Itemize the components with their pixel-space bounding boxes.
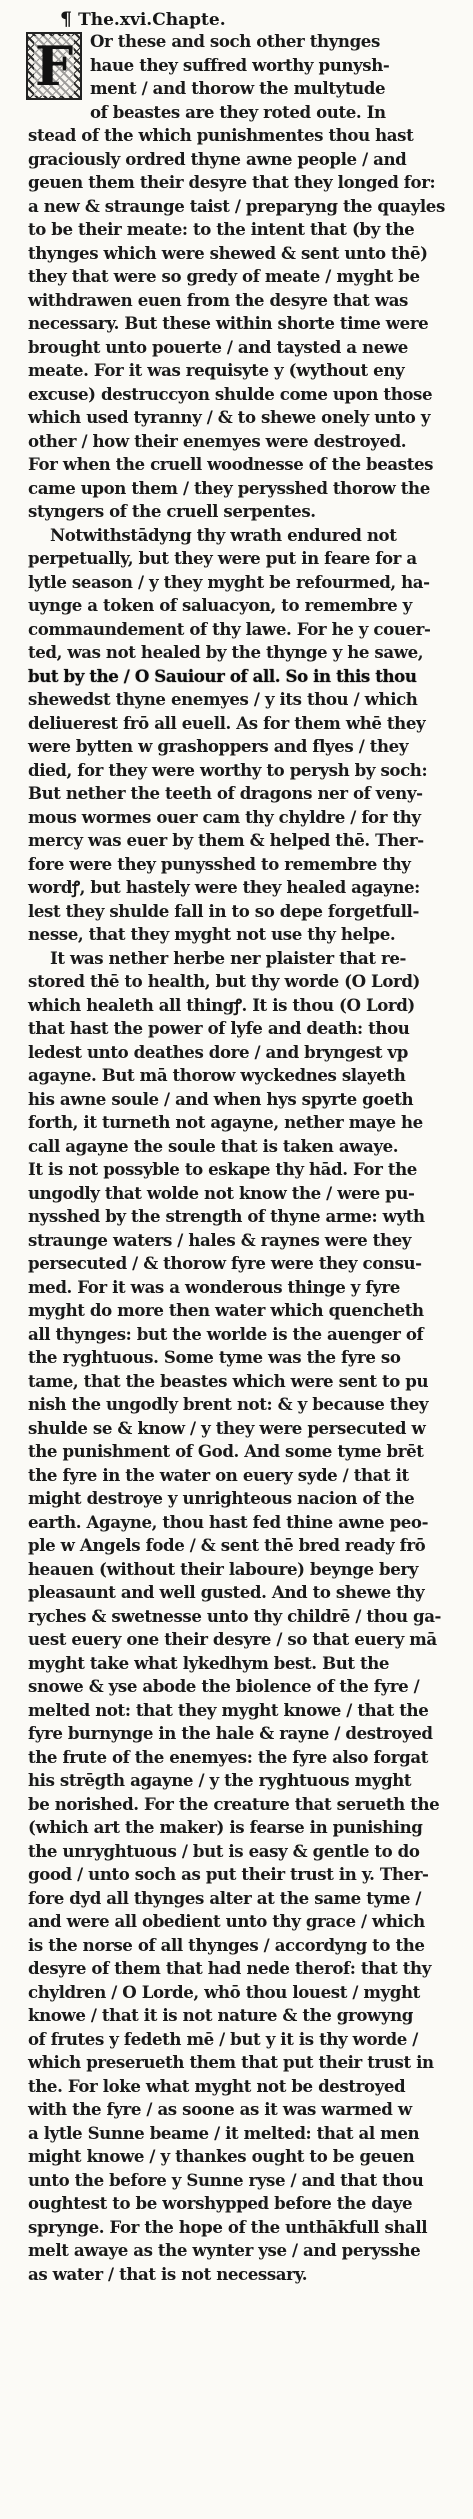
text-line: ledest unto deathes dore / and bryngest vp (28, 1041, 408, 1062)
text-line: melt awaye as the wynter yse / and perysshe (28, 2240, 421, 2260)
text-line: geuen them their desyre that they longed for: (28, 172, 436, 192)
text-line: might destroye y unrighteous nacion of the (28, 1488, 415, 1508)
text-line: the ryghtuous. Some tyme was the fyre so (28, 1347, 401, 1367)
text-line: which used tyranny / & to shewe onely unto y (28, 407, 431, 427)
text-line: ryches & swetnesse unto thy childrē / thou ga- (28, 1605, 442, 1626)
text-line: desyre of them that had nede therof: that thy (28, 1958, 431, 1978)
text-line: they that were so gredy of meate / myght be (28, 266, 420, 286)
text-line: For when the cruell woodnesse of the beastes (28, 454, 434, 474)
text-line: his strēgth agayne / y the ryghtuous myght (28, 1770, 412, 1790)
text-line: tame, that the beastes which were sent to pu (28, 1370, 429, 1391)
text-line: call agayne the soule that is taken awaye. (28, 1135, 399, 1156)
text-line: knowe / that it is not nature & the growyng (28, 2005, 414, 2025)
text-line: graciously ordred thyne awne people / and (28, 148, 407, 169)
text-line: withdrawen euen from the desyre that was (28, 289, 408, 310)
text-line (28, 2310, 433, 2334)
text-line: oughtest to be worshypped before the daye (28, 2193, 413, 2213)
text-line: stead of the which punishmentes thou hast (28, 125, 414, 145)
text-line: nysshed by the strength of thyne arme: wyth (28, 1206, 425, 1226)
body-text (28, 30, 445, 2404)
text-line: fore dyd all thynges alter at the same tyme / (28, 1887, 422, 1908)
text-line: It was nether herbe ner plaister that re- (50, 947, 406, 968)
text-line: persecuted / & thorow fyre were they consu- (28, 1253, 422, 1273)
text-line: which healeth all thingꝭ. It is thou (O Lord) (28, 994, 415, 1015)
text-line: wordꝭ, but hastely were they healed agayne: (28, 877, 420, 897)
text-line: of frutes y fedeth mē / but y it is thy worde / (28, 2028, 418, 2049)
text-line: (which art the maker) is fearse in punishing (28, 1817, 423, 1837)
text-line: excuse) destruccyon shulde come upon those (28, 383, 433, 404)
text-line: med. For it was a wonderous thinge y fyre (28, 1276, 400, 1297)
text-line: sprynge. For the hope of the unthākfull shall (28, 2216, 428, 2237)
text-line: brought unto pouerte / and taysted a newe (28, 336, 408, 357)
text-line: ungodly that wolde not know the / were pu- (28, 1182, 415, 1203)
chapter-title: The.xvi.Chapte. (78, 10, 226, 30)
chapter-heading (60, 8, 226, 30)
text-line: be norished. For the creature that serueth the (28, 1793, 440, 1814)
text-line: commaundement of thy lawe. For he y couer- (28, 618, 431, 639)
text-line: but by the / O Sauiour of all. So in this thou (28, 665, 417, 686)
text-line: It is not possyble to eskape thy hād. For the (28, 1159, 417, 1179)
text-line: good / unto soch as put their trust in y. Ther- (28, 1864, 429, 1884)
text-line (28, 2380, 433, 2404)
text-line: is the norse of all thynges / accordyng to the (28, 1934, 425, 1955)
text-line: mous wormes ouer cam thy chyldre / for thy (28, 806, 421, 827)
text-line: the fyre in the water on euery syde / that it (28, 1464, 409, 1485)
text-line: which preserueth them that put their trust in (28, 2052, 434, 2072)
text-line (28, 2357, 433, 2381)
text-line: as water / that is not necessary. (28, 2263, 308, 2284)
text-line: fyre burnynge in the hale & rayne / destroyed (28, 1723, 433, 1743)
text-line: died, for they were worthy to perysh by soch: (28, 759, 428, 780)
text-line: the unryghtuous / but is easy & gentle to do (28, 1840, 420, 1861)
text-line: myght take what lykedhym best. But the (28, 1652, 390, 1673)
text-line: Or these and soch other thynges (90, 31, 380, 51)
text-line: that hast the power of lyfe and death: thou (28, 1018, 410, 1038)
text-line: of beastes are they roted oute. In (90, 101, 386, 122)
text-line: uest euery one their desyre / so that euery mā (28, 1629, 437, 1649)
text-line: uynge a token of saluacyon, to remembre y (28, 595, 412, 615)
text-line: earth. Agayne, thou hast fed thine awne peo- (28, 1511, 429, 1532)
text-line: heauen (without their laboure) beynge bery (28, 1558, 418, 1579)
text-line: pleasaunt and well gusted. And to shewe thy (28, 1582, 425, 1602)
text-line: nish the ungodly brent not: & y because they (28, 1394, 429, 1414)
text-line: might knowe / y thankes ought to be geuen (28, 2146, 415, 2166)
text-line: thynges which were shewed & sent unto thē) (28, 242, 428, 263)
text-line: his awne soule / and when hys spyrte goeth (28, 1088, 414, 1109)
initial-letter: F (34, 34, 74, 98)
text-line (28, 2286, 433, 2310)
text-line: straunge waters / hales & raynes were they (28, 1229, 412, 1250)
text-line: meate. For it was requisyte y (wythout eny (28, 360, 405, 380)
text-line: a new & straunge taist / preparyng the quayles (28, 195, 445, 216)
text-line: the punishment of God. And some tyme brēt (28, 1441, 424, 1461)
text-line: chyldren / O Lorde, whō thou louest / myght (28, 1981, 420, 2002)
text-line: But nether the teeth of dragons ner of veny- (28, 783, 423, 803)
text-line: myght do more then water which quencheth (28, 1300, 424, 1320)
text-line: ment / and thorow the multytude (90, 78, 386, 98)
text-line: Notwithstādyng thy wrath endured not (50, 524, 397, 545)
text-line: to be their meate: to the intent that (by the (28, 219, 415, 239)
text-line: were bytten w grashoppers and flyes / they (28, 736, 409, 756)
text-line: styngers of the cruell serpentes. (28, 501, 316, 521)
text-line: with the fyre / as soone as it was warmed w (28, 2099, 412, 2119)
text-line: nesse, that they myght not use thy helpe. (28, 924, 396, 944)
text-line: came upon them / they perysshed thorow the (28, 477, 430, 498)
text-line: perpetually, but they were put in feare for a (28, 548, 417, 568)
text-line (28, 2333, 433, 2357)
text-line: melted not: that they myght knowe / that the (28, 1699, 429, 1720)
text-line: mercy was euer by them & helped thē. Ther- (28, 830, 424, 850)
text-line: snowe & yse abode the biolence of the fyre / (28, 1676, 420, 1696)
text-line: and were all obedient unto thy grace / which (28, 1911, 425, 1931)
text-line: unto the before y Sunne ryse / and that thou (28, 2169, 424, 2190)
text-line: the frute of the enemyes: the fyre also forgat (28, 1746, 428, 1767)
text-line: all thynges: but the worlde is the auenger of (28, 1323, 424, 1344)
text-line: necessary. But these within shorte time were (28, 313, 429, 333)
text-line: lytle season / y they myght be refourmed, ha- (28, 571, 430, 592)
text-line: shulde se & know / y they were persecuted w (28, 1417, 426, 1438)
text-line: agayne. But mā thorow wyckednes slayeth (28, 1065, 406, 1085)
text-line: shewedst thyne enemyes / y its thou / which (28, 689, 418, 709)
text-line: haue they suffred worthy punysh- (90, 54, 390, 75)
text-line: the. For loke what myght not be destroyed (28, 2075, 406, 2096)
text-line: stored thē to health, but thy worde (O Lord) (28, 971, 420, 991)
text-line: other / how their enemyes were destroyed. (28, 430, 407, 451)
text-line: fore were they punysshed to remembre thy (28, 853, 411, 874)
text-line: deliuerest frō all euell. As for them whē they (28, 712, 426, 733)
text-line: ple w Angels fode / & sent thē bred ready frō (28, 1535, 426, 1555)
pilcrow-icon: ¶ (60, 8, 73, 30)
text-line: forth, it turneth not agayne, nether maye he (28, 1112, 423, 1132)
text-line: a lytle Sunne beame / it melted: that al men (28, 2122, 420, 2143)
text-line: lest they shulde fall in to so depe forgetfull- (28, 900, 419, 921)
text-line: ted, was not healed by the thynge y he sawe, (28, 642, 424, 662)
